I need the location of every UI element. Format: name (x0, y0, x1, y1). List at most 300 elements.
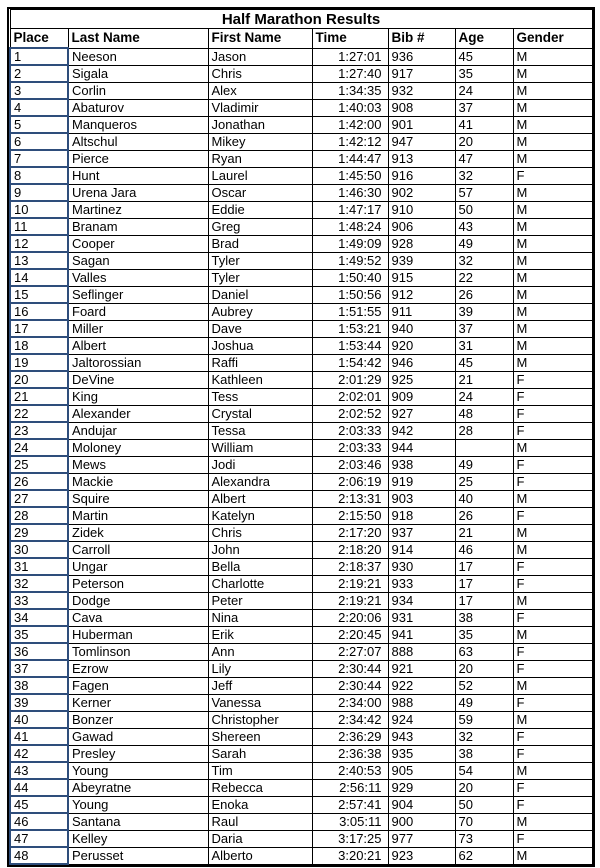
table-row (10, 150, 592, 167)
cell-time: 2:34:42 (312, 711, 388, 728)
column-header-bib: Bib # (388, 29, 455, 49)
cell-first-name: Kathleen (208, 371, 312, 388)
cell-bib: 942 (388, 422, 455, 439)
cell-last-name: Mackie (68, 473, 208, 490)
cell-age: 20 (455, 133, 513, 150)
cell-place: 44 (10, 779, 68, 796)
cell-first-name: Jason (208, 48, 312, 65)
cell-place: 37 (10, 660, 68, 677)
cell-age: 52 (455, 677, 513, 694)
table-row (10, 48, 592, 65)
cell-time: 2:06:19 (312, 473, 388, 490)
table-row (10, 762, 592, 779)
cell-first-name: Oscar (208, 184, 312, 201)
table-row (10, 235, 592, 252)
cell-bib: 903 (388, 490, 455, 507)
cell-last-name: Martin (68, 507, 208, 524)
table-row (10, 728, 592, 745)
cell-time: 1:44:47 (312, 150, 388, 167)
cell-first-name: Raffi (208, 354, 312, 371)
table-row (10, 830, 592, 847)
table-row (10, 677, 592, 694)
cell-last-name: Cooper (68, 235, 208, 252)
cell-gender: F (513, 422, 592, 439)
cell-time: 2:18:37 (312, 558, 388, 575)
cell-last-name: Peterson (68, 575, 208, 592)
cell-time: 2:36:29 (312, 728, 388, 745)
cell-gender: F (513, 660, 592, 677)
cell-bib: 919 (388, 473, 455, 490)
cell-gender: F (513, 609, 592, 626)
cell-bib: 931 (388, 609, 455, 626)
table-row (10, 796, 592, 813)
cell-gender: M (513, 337, 592, 354)
cell-time: 1:50:40 (312, 269, 388, 286)
cell-place: 18 (10, 337, 68, 354)
cell-last-name: Abeyratne (68, 779, 208, 796)
cell-first-name: Charlotte (208, 575, 312, 592)
cell-first-name: Rebecca (208, 779, 312, 796)
cell-last-name: Pierce (68, 150, 208, 167)
cell-gender: F (513, 558, 592, 575)
cell-bib: 940 (388, 320, 455, 337)
cell-age: 49 (455, 694, 513, 711)
cell-age: 24 (455, 388, 513, 405)
cell-last-name: Ezrow (68, 660, 208, 677)
cell-bib: 988 (388, 694, 455, 711)
cell-time: 1:45:50 (312, 167, 388, 184)
cell-gender: M (513, 133, 592, 150)
table-row (10, 847, 592, 864)
cell-place: 3 (10, 82, 68, 99)
cell-age: 17 (455, 592, 513, 609)
cell-gender: F (513, 779, 592, 796)
table-row (10, 303, 592, 320)
page-title: Half Marathon Results (10, 10, 592, 29)
cell-age: 26 (455, 507, 513, 524)
table-row (10, 65, 592, 82)
cell-age: 43 (455, 218, 513, 235)
cell-first-name: Alexandra (208, 473, 312, 490)
cell-last-name: Seflinger (68, 286, 208, 303)
cell-place: 15 (10, 286, 68, 303)
cell-gender: M (513, 541, 592, 558)
cell-last-name: Hunt (68, 167, 208, 184)
table-row (10, 592, 592, 609)
cell-bib: 888 (388, 643, 455, 660)
table-row (10, 626, 592, 643)
cell-first-name: Vanessa (208, 694, 312, 711)
cell-bib: 934 (388, 592, 455, 609)
cell-time: 1:42:12 (312, 133, 388, 150)
cell-last-name: Jaltorossian (68, 354, 208, 371)
cell-time: 3:20:21 (312, 847, 388, 864)
cell-gender: F (513, 388, 592, 405)
cell-place: 5 (10, 116, 68, 133)
table-row (10, 269, 592, 286)
cell-time: 2:30:44 (312, 677, 388, 694)
cell-last-name: Mews (68, 456, 208, 473)
cell-last-name: Perusset (68, 847, 208, 864)
table-row (10, 575, 592, 592)
table-row (10, 541, 592, 558)
cell-last-name: Dodge (68, 592, 208, 609)
cell-first-name: Tim (208, 762, 312, 779)
cell-place: 31 (10, 558, 68, 575)
cell-last-name: Alexander (68, 405, 208, 422)
cell-gender: M (513, 439, 592, 456)
cell-place: 24 (10, 439, 68, 456)
table-row (10, 286, 592, 303)
cell-place: 11 (10, 218, 68, 235)
cell-age: 63 (455, 643, 513, 660)
cell-bib: 920 (388, 337, 455, 354)
cell-place: 40 (10, 711, 68, 728)
cell-time: 2:03:33 (312, 422, 388, 439)
cell-age: 38 (455, 745, 513, 762)
cell-first-name: Daniel (208, 286, 312, 303)
cell-bib: 928 (388, 235, 455, 252)
table-row (10, 320, 592, 337)
cell-place: 21 (10, 388, 68, 405)
cell-age: 45 (455, 48, 513, 65)
cell-time: 2:20:06 (312, 609, 388, 626)
cell-bib: 914 (388, 541, 455, 558)
cell-age (455, 439, 513, 456)
cell-last-name: Manqueros (68, 116, 208, 133)
cell-bib: 909 (388, 388, 455, 405)
cell-place: 36 (10, 643, 68, 660)
cell-place: 42 (10, 745, 68, 762)
cell-time: 2:15:50 (312, 507, 388, 524)
cell-bib: 906 (388, 218, 455, 235)
cell-first-name: Enoka (208, 796, 312, 813)
table-row (10, 456, 592, 473)
cell-time: 2:18:20 (312, 541, 388, 558)
cell-first-name: Eddie (208, 201, 312, 218)
table-row (10, 473, 592, 490)
cell-first-name: Ann (208, 643, 312, 660)
cell-gender: F (513, 575, 592, 592)
cell-first-name: Daria (208, 830, 312, 847)
cell-gender: M (513, 184, 592, 201)
cell-time: 2:01:29 (312, 371, 388, 388)
cell-age: 70 (455, 813, 513, 830)
cell-place: 41 (10, 728, 68, 745)
cell-bib: 946 (388, 354, 455, 371)
cell-last-name: Neeson (68, 48, 208, 65)
cell-bib: 944 (388, 439, 455, 456)
cell-gender: M (513, 847, 592, 864)
cell-age: 37 (455, 99, 513, 116)
cell-age: 28 (455, 422, 513, 439)
cell-last-name: Young (68, 796, 208, 813)
cell-time: 2:36:38 (312, 745, 388, 762)
cell-place: 9 (10, 184, 68, 201)
cell-age: 49 (455, 456, 513, 473)
cell-time: 2:17:20 (312, 524, 388, 541)
cell-place: 8 (10, 167, 68, 184)
cell-time: 2:40:53 (312, 762, 388, 779)
cell-first-name: Christopher (208, 711, 312, 728)
cell-last-name: Fagen (68, 677, 208, 694)
table-row (10, 116, 592, 133)
cell-bib: 924 (388, 711, 455, 728)
cell-time: 1:42:00 (312, 116, 388, 133)
cell-age: 25 (455, 473, 513, 490)
table-row (10, 609, 592, 626)
cell-time: 1:49:52 (312, 252, 388, 269)
table-row (10, 201, 592, 218)
cell-age: 20 (455, 779, 513, 796)
table-row (10, 643, 592, 660)
cell-time: 1:40:03 (312, 99, 388, 116)
cell-gender: F (513, 643, 592, 660)
cell-age: 57 (455, 184, 513, 201)
table-row (10, 779, 592, 796)
cell-first-name: Chris (208, 65, 312, 82)
cell-first-name: Peter (208, 592, 312, 609)
column-header-gender: Gender (513, 29, 592, 49)
cell-first-name: Shereen (208, 728, 312, 745)
cell-age: 32 (455, 167, 513, 184)
cell-bib: 913 (388, 150, 455, 167)
cell-age: 20 (455, 660, 513, 677)
cell-age: 22 (455, 269, 513, 286)
cell-time: 1:34:35 (312, 82, 388, 99)
cell-age: 21 (455, 371, 513, 388)
table-row (10, 99, 592, 116)
cell-gender: M (513, 320, 592, 337)
cell-bib: 935 (388, 745, 455, 762)
cell-gender: M (513, 99, 592, 116)
cell-bib: 921 (388, 660, 455, 677)
cell-last-name: Valles (68, 269, 208, 286)
cell-gender: F (513, 694, 592, 711)
cell-bib: 923 (388, 847, 455, 864)
cell-place: 20 (10, 371, 68, 388)
cell-gender: M (513, 303, 592, 320)
cell-place: 28 (10, 507, 68, 524)
cell-age: 21 (455, 524, 513, 541)
cell-last-name: Corlin (68, 82, 208, 99)
table-row (10, 507, 592, 524)
cell-time: 3:05:11 (312, 813, 388, 830)
cell-first-name: Greg (208, 218, 312, 235)
cell-gender: M (513, 116, 592, 133)
cell-gender: M (513, 677, 592, 694)
cell-first-name: Jeff (208, 677, 312, 694)
cell-time: 3:17:25 (312, 830, 388, 847)
cell-place: 13 (10, 252, 68, 269)
table-row (10, 558, 592, 575)
cell-last-name: Kerner (68, 694, 208, 711)
cell-age: 32 (455, 252, 513, 269)
cell-gender: M (513, 524, 592, 541)
cell-bib: 938 (388, 456, 455, 473)
cell-place: 2 (10, 65, 68, 82)
cell-first-name: Tyler (208, 269, 312, 286)
cell-place: 48 (10, 847, 68, 864)
cell-place: 25 (10, 456, 68, 473)
cell-last-name: Andujar (68, 422, 208, 439)
cell-place: 33 (10, 592, 68, 609)
cell-time: 2:13:31 (312, 490, 388, 507)
cell-gender: M (513, 490, 592, 507)
cell-last-name: Tomlinson (68, 643, 208, 660)
cell-last-name: Sigala (68, 65, 208, 82)
cell-place: 14 (10, 269, 68, 286)
cell-last-name: Martinez (68, 201, 208, 218)
cell-first-name: Joshua (208, 337, 312, 354)
cell-last-name: Branam (68, 218, 208, 235)
cell-last-name: King (68, 388, 208, 405)
cell-gender: M (513, 592, 592, 609)
cell-place: 46 (10, 813, 68, 830)
cell-last-name: Presley (68, 745, 208, 762)
cell-first-name: Albert (208, 490, 312, 507)
cell-place: 38 (10, 677, 68, 694)
cell-age: 35 (455, 65, 513, 82)
cell-first-name: Crystal (208, 405, 312, 422)
table-row (10, 388, 592, 405)
cell-place: 27 (10, 490, 68, 507)
cell-bib: 925 (388, 371, 455, 388)
cell-place: 10 (10, 201, 68, 218)
cell-time: 2:57:41 (312, 796, 388, 813)
cell-age: 49 (455, 235, 513, 252)
cell-gender: M (513, 286, 592, 303)
cell-gender: F (513, 830, 592, 847)
cell-bib: 904 (388, 796, 455, 813)
cell-first-name: Sarah (208, 745, 312, 762)
cell-last-name: Squire (68, 490, 208, 507)
table-row (10, 422, 592, 439)
cell-gender: M (513, 252, 592, 269)
cell-last-name: Albert (68, 337, 208, 354)
cell-age: 38 (455, 609, 513, 626)
cell-first-name: Ryan (208, 150, 312, 167)
cell-bib: 941 (388, 626, 455, 643)
cell-place: 12 (10, 235, 68, 252)
cell-gender: M (513, 269, 592, 286)
cell-gender: F (513, 473, 592, 490)
table-row (10, 252, 592, 269)
cell-time: 2:20:45 (312, 626, 388, 643)
cell-time: 2:02:01 (312, 388, 388, 405)
cell-place: 34 (10, 609, 68, 626)
cell-bib: 910 (388, 201, 455, 218)
cell-time: 2:19:21 (312, 592, 388, 609)
cell-first-name: Tess (208, 388, 312, 405)
cell-age: 17 (455, 558, 513, 575)
cell-age: 41 (455, 116, 513, 133)
cell-bib: 900 (388, 813, 455, 830)
cell-bib: 977 (388, 830, 455, 847)
cell-place: 7 (10, 150, 68, 167)
cell-first-name: William (208, 439, 312, 456)
cell-age: 35 (455, 626, 513, 643)
cell-time: 2:03:33 (312, 439, 388, 456)
cell-time: 1:27:40 (312, 65, 388, 82)
cell-time: 1:47:17 (312, 201, 388, 218)
cell-bib: 922 (388, 677, 455, 694)
cell-time: 2:34:00 (312, 694, 388, 711)
cell-age: 32 (455, 728, 513, 745)
cell-first-name: Tessa (208, 422, 312, 439)
cell-gender: F (513, 796, 592, 813)
table-row (10, 660, 592, 677)
cell-age: 26 (455, 286, 513, 303)
cell-bib: 918 (388, 507, 455, 524)
cell-gender: M (513, 813, 592, 830)
cell-place: 6 (10, 133, 68, 150)
cell-gender: M (513, 626, 592, 643)
cell-time: 1:54:42 (312, 354, 388, 371)
cell-last-name: Cava (68, 609, 208, 626)
cell-age: 39 (455, 303, 513, 320)
table-row (10, 354, 592, 371)
cell-gender: F (513, 728, 592, 745)
cell-place: 22 (10, 405, 68, 422)
cell-time: 1:27:01 (312, 48, 388, 65)
cell-bib: 929 (388, 779, 455, 796)
cell-first-name: Bella (208, 558, 312, 575)
cell-gender: F (513, 167, 592, 184)
column-header-age: Age (455, 29, 513, 49)
cell-last-name: DeVine (68, 371, 208, 388)
column-header-first-name: First Name (208, 29, 312, 49)
cell-bib: 912 (388, 286, 455, 303)
cell-bib: 916 (388, 167, 455, 184)
table-row (10, 337, 592, 354)
cell-time: 2:27:07 (312, 643, 388, 660)
cell-last-name: Foard (68, 303, 208, 320)
table-row (10, 745, 592, 762)
cell-bib: 901 (388, 116, 455, 133)
cell-gender: M (513, 235, 592, 252)
cell-last-name: Altschul (68, 133, 208, 150)
results-table-frame (7, 7, 595, 867)
cell-age: 37 (455, 320, 513, 337)
table-row (10, 82, 592, 99)
cell-gender: M (513, 218, 592, 235)
cell-time: 2:30:44 (312, 660, 388, 677)
cell-first-name: Lily (208, 660, 312, 677)
cell-place: 39 (10, 694, 68, 711)
results-table (9, 9, 593, 865)
cell-bib: 932 (388, 82, 455, 99)
cell-last-name: Gawad (68, 728, 208, 745)
cell-first-name: Vladimir (208, 99, 312, 116)
cell-gender: F (513, 745, 592, 762)
cell-bib: 939 (388, 252, 455, 269)
column-header-place: Place (10, 29, 68, 49)
table-row (10, 218, 592, 235)
results-table-body (10, 48, 592, 864)
cell-first-name: Erik (208, 626, 312, 643)
cell-place: 16 (10, 303, 68, 320)
cell-bib: 930 (388, 558, 455, 575)
cell-age: 40 (455, 490, 513, 507)
table-row (10, 371, 592, 388)
cell-place: 1 (10, 48, 68, 65)
cell-time: 1:51:55 (312, 303, 388, 320)
cell-place: 4 (10, 99, 68, 116)
table-row (10, 813, 592, 830)
cell-place: 47 (10, 830, 68, 847)
cell-first-name: Nina (208, 609, 312, 626)
